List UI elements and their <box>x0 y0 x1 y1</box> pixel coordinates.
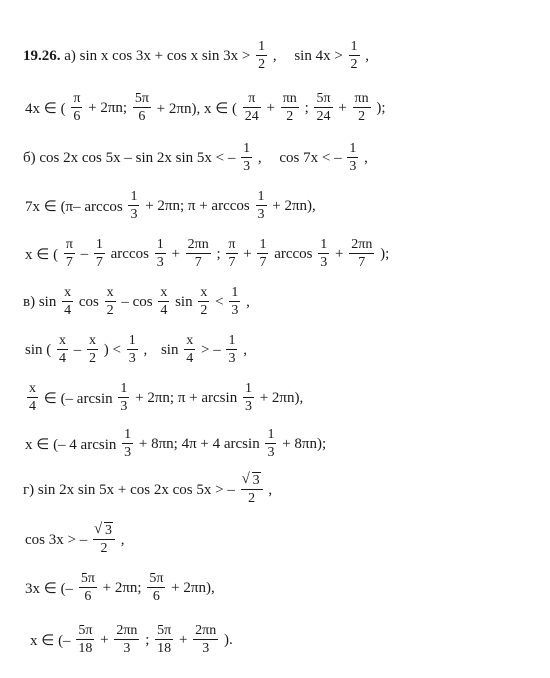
text: + <box>171 245 180 262</box>
text: + <box>178 631 188 648</box>
text: sin 2x sin 5x + cos 2x cos 5x > – <box>37 481 235 498</box>
text: , <box>364 149 368 166</box>
text: , <box>268 481 273 498</box>
fraction: $\frac{1}{3}$ <box>128 333 136 366</box>
fraction: $\frac{1}{3}$ <box>244 381 252 414</box>
fraction: $\frac{1}{3}$ <box>243 141 251 174</box>
part-b-solution-1 <box>25 190 316 222</box>
fraction: $\frac{x}{4}$ <box>59 333 66 366</box>
fraction: $\frac{2\pi n}{3}$ <box>116 623 138 656</box>
text: cos 3x > – <box>25 531 88 548</box>
fraction: $\frac{1}{3}$ <box>320 237 328 270</box>
text: + 2πn; <box>102 579 142 596</box>
fraction: $\frac{1}{2}$ <box>350 39 358 72</box>
part-v-line-2 <box>25 334 247 366</box>
text: + 2πn), <box>171 579 215 596</box>
text: + 8πn); <box>282 435 327 452</box>
part-b-letter: б) <box>23 149 36 166</box>
fraction: $\frac{5\pi}{6}$ <box>149 571 164 604</box>
sqrt-fraction: √ $\frac{3}{2}$ <box>93 524 115 556</box>
fraction: $\frac{x}{2}$ <box>200 285 208 318</box>
fraction: $\frac{\pi}{7}$ <box>228 237 236 270</box>
text: , <box>120 531 125 548</box>
text: > – <box>200 341 221 358</box>
part-b-condition <box>23 142 368 174</box>
fraction: $\frac{1}{3}$ <box>124 427 132 460</box>
text: + 2πn; π + arccos <box>145 197 250 214</box>
text: + 2πn), <box>259 389 304 406</box>
fraction: $\frac{2\pi n}{7}$ <box>187 237 209 270</box>
text: 7x ∈ (π– arccos <box>25 198 123 215</box>
fraction: $\frac{x}{2}$ <box>89 333 96 366</box>
text: x ∈ (– <box>30 632 71 649</box>
fraction: $\frac{5\pi}{24}$ <box>316 91 331 124</box>
text: + 8πn; 4π + 4 arcsin <box>138 435 260 452</box>
part-g-line-3 <box>25 572 215 604</box>
fraction: $\frac{\pi}{6}$ <box>73 91 81 124</box>
fraction: $\frac{x}{4}$ <box>186 333 194 366</box>
fraction: $\frac{1}{3}$ <box>257 189 265 222</box>
text: – <box>80 245 89 262</box>
part-a-letter: а) <box>64 47 76 64</box>
text: 4x ∈ ( <box>25 100 66 117</box>
text: , <box>246 293 250 310</box>
fraction: $\frac{5\pi}{6}$ <box>134 91 149 124</box>
text: cos <box>132 293 153 310</box>
text: cos 7x < – <box>279 149 342 166</box>
part-v-line-3 <box>25 382 303 414</box>
sqrt: √ 3 <box>95 524 113 538</box>
text: , <box>143 341 148 358</box>
fraction: $\frac{1}{3}$ <box>267 427 275 460</box>
text: sin <box>175 293 193 310</box>
text: arccos <box>110 245 149 262</box>
part-v-letter: в) <box>23 293 36 310</box>
fraction: $\frac{1}{3}$ <box>349 141 357 174</box>
fraction: $\frac{\pi}{24}$ <box>244 91 259 124</box>
sqrt: √ 3 <box>243 474 261 488</box>
text: sin <box>160 341 179 358</box>
text: ); <box>380 245 390 262</box>
fraction: $\frac{x}{4}$ <box>160 285 168 318</box>
text: cos 2x cos 5x – sin 2x sin 5x < – <box>39 149 236 166</box>
part-g-letter: г) <box>23 481 35 498</box>
fraction: $\frac{\pi n}{2}$ <box>354 91 369 124</box>
fraction: $\frac{1}{3}$ <box>228 333 236 366</box>
text: 3x ∈ (– <box>25 580 74 597</box>
fraction: $\frac{1}{2}$ <box>258 39 266 72</box>
text: + 2πn; π + arcsin <box>135 389 238 406</box>
part-v-line-4 <box>25 428 326 460</box>
text: + <box>243 245 252 262</box>
text: , <box>243 341 247 358</box>
fraction: $\frac{\pi}{7}$ <box>65 237 73 270</box>
text: ; <box>145 631 150 648</box>
text: ; <box>216 245 221 262</box>
text: ); <box>376 99 386 116</box>
part-a-condition <box>23 40 369 72</box>
fraction: $\frac{2\pi n}{7}$ <box>351 237 373 270</box>
text: ) < <box>103 341 121 358</box>
text: ; <box>304 99 309 116</box>
fraction: $\frac{\pi n}{2}$ <box>282 91 297 124</box>
separator: , <box>272 47 277 64</box>
fraction: $\frac{5\pi}{18}$ <box>78 623 93 656</box>
text: sin ( <box>25 341 52 358</box>
part-g-line-4 <box>30 624 233 656</box>
text: ∈ (– arcsin <box>43 390 113 407</box>
fraction: $\frac{x}{4}$ <box>29 381 36 414</box>
fraction: $\frac{5\pi}{18}$ <box>157 623 172 656</box>
text: x ∈ (– 4 arcsin <box>25 436 117 453</box>
text: + <box>338 99 347 116</box>
text: < <box>215 293 224 310</box>
part-v-condition <box>23 286 250 318</box>
part-a-lhs: sin x cos 3x + cos x sin 3x > <box>79 47 251 64</box>
fraction: $\frac{x}{2}$ <box>106 285 114 318</box>
part-g-condition <box>23 474 272 506</box>
text: sin <box>38 293 57 310</box>
text: + <box>100 631 109 648</box>
text: – <box>121 293 129 310</box>
text: arccos <box>274 245 313 262</box>
fraction: $\frac{x}{4}$ <box>64 285 72 318</box>
part-a-solution <box>25 92 386 124</box>
sqrt-fraction: √ $\frac{3}{2}$ <box>241 474 263 506</box>
fraction: $\frac{1}{3}$ <box>156 237 164 270</box>
problem-number: 19.26. <box>23 47 61 64</box>
text: + 2πn), <box>272 197 316 214</box>
text: ). <box>223 631 233 648</box>
text: + <box>335 245 344 262</box>
fraction: $\frac{2\pi n}{3}$ <box>195 623 217 656</box>
fraction: $\frac{5\pi}{6}$ <box>80 571 95 604</box>
part-a-lhs-2: sin 4x > <box>294 47 343 64</box>
text: , <box>257 149 262 166</box>
fraction: $\frac{1}{7}$ <box>259 237 267 270</box>
text: + 2πn; <box>88 99 128 116</box>
fraction: $\frac{1}{3}$ <box>231 285 239 318</box>
text: + <box>266 99 275 116</box>
text: cos <box>78 293 99 310</box>
fraction: $\frac{1}{3}$ <box>130 189 138 222</box>
text: x ∈ ( <box>25 246 59 263</box>
fraction: $\frac{1}{3}$ <box>120 381 128 414</box>
separator: , <box>365 47 370 64</box>
part-b-solution-2 <box>25 238 389 270</box>
text: – <box>73 341 82 358</box>
text: + 2πn), x ∈ ( <box>156 100 238 117</box>
fraction: $\frac{1}{7}$ <box>95 237 103 270</box>
part-g-line-2 <box>25 524 124 556</box>
